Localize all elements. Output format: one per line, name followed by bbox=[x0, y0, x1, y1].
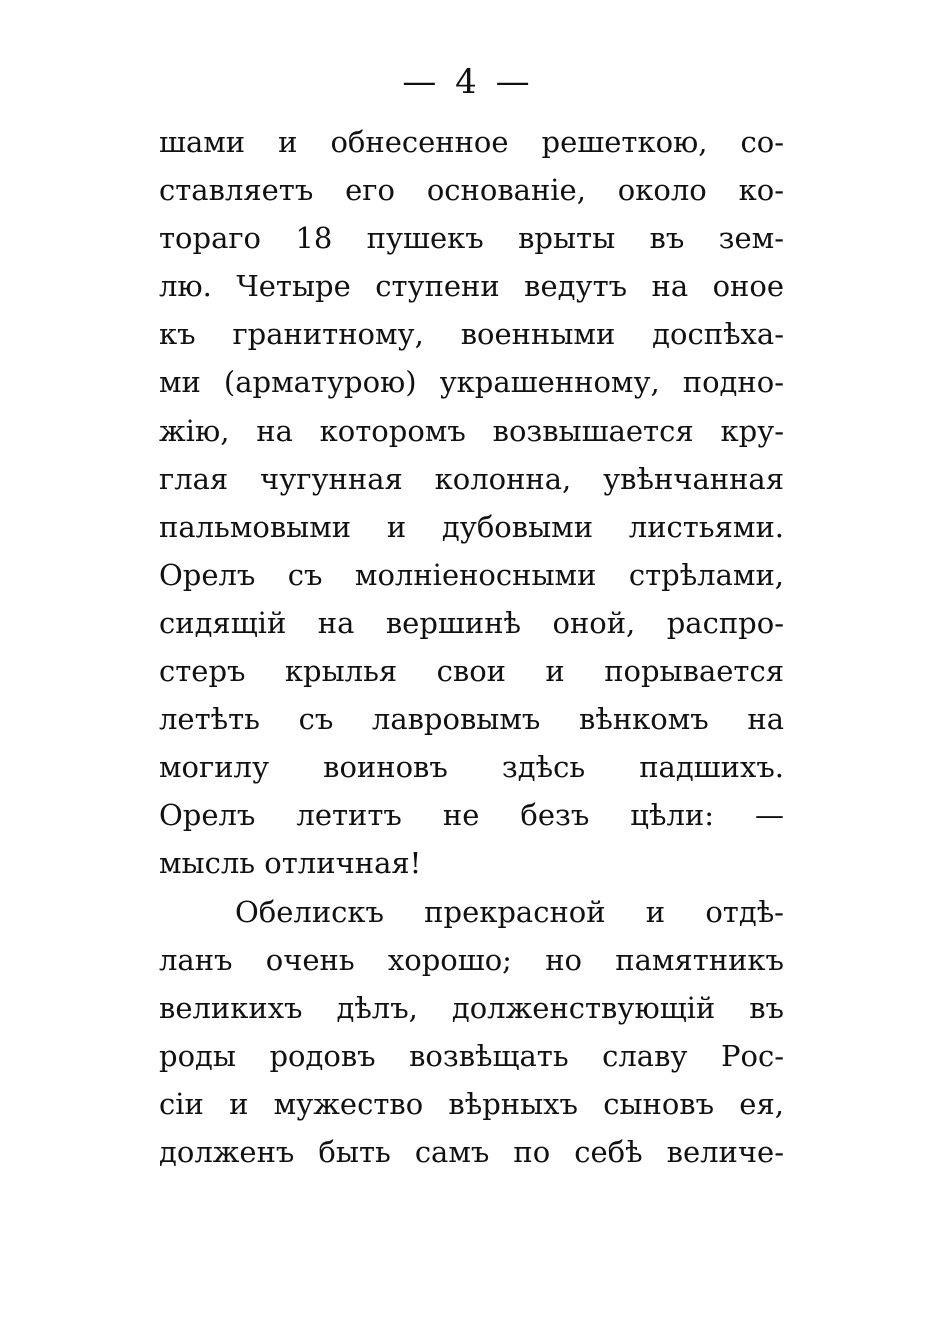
text-line: Орелъ съ молніеносными стрѣлами, bbox=[159, 557, 784, 592]
text-line: стеръ крылья свои и порывается bbox=[159, 654, 784, 689]
text-line: глая чугунная колонна, увѣнчанная bbox=[159, 461, 784, 496]
text-line: могилу воиновъ здѣсь падшихъ. bbox=[159, 750, 784, 785]
text-line: Обелискъ прекрасной и отдѣ- bbox=[235, 895, 784, 929]
text-line: тораго 18 пушекъ врыты въ зем- bbox=[159, 221, 784, 256]
text-line: Орелъ летитъ не безъ цѣли: — bbox=[159, 798, 784, 833]
text-line: мысль отличная! bbox=[159, 846, 422, 881]
text-line: летѣть съ лавровымъ вѣнкомъ на bbox=[159, 702, 784, 737]
text-line: долженъ быть самъ по себѣ величе- bbox=[159, 1135, 784, 1170]
text-line: сіи и мужество вѣрныхъ сыновъ ея, bbox=[159, 1087, 784, 1122]
text-line: ми (арматурою) украшенному, подно- bbox=[159, 365, 784, 400]
text-line: сидящій на вершинѣ оной, распро- bbox=[159, 605, 784, 640]
text-line: жію, на которомъ возвышается кру- bbox=[159, 413, 784, 448]
text-line: ланъ очень хорошо; но памятникъ bbox=[159, 943, 784, 978]
text-line: ставляетъ его основаніе, около ко- bbox=[159, 173, 784, 208]
text-line: шами и обнесенное решеткою, со- bbox=[159, 125, 784, 159]
paragraph-1 bbox=[159, 118, 784, 888]
paragraph-2 bbox=[159, 888, 784, 1177]
text-line: пальмовыми и дубовыми листьями. bbox=[159, 509, 784, 544]
text-line: къ гранитному, военными доспѣха- bbox=[159, 317, 784, 352]
text-line: лю. Четыре ступени ведутъ на оное bbox=[159, 269, 784, 304]
text-line: роды родовъ возвѣщать славу Рос- bbox=[159, 1039, 784, 1074]
page-number: — 4 — bbox=[402, 62, 534, 102]
text-line: великихъ дѣлъ, долженствующій въ bbox=[159, 991, 784, 1026]
